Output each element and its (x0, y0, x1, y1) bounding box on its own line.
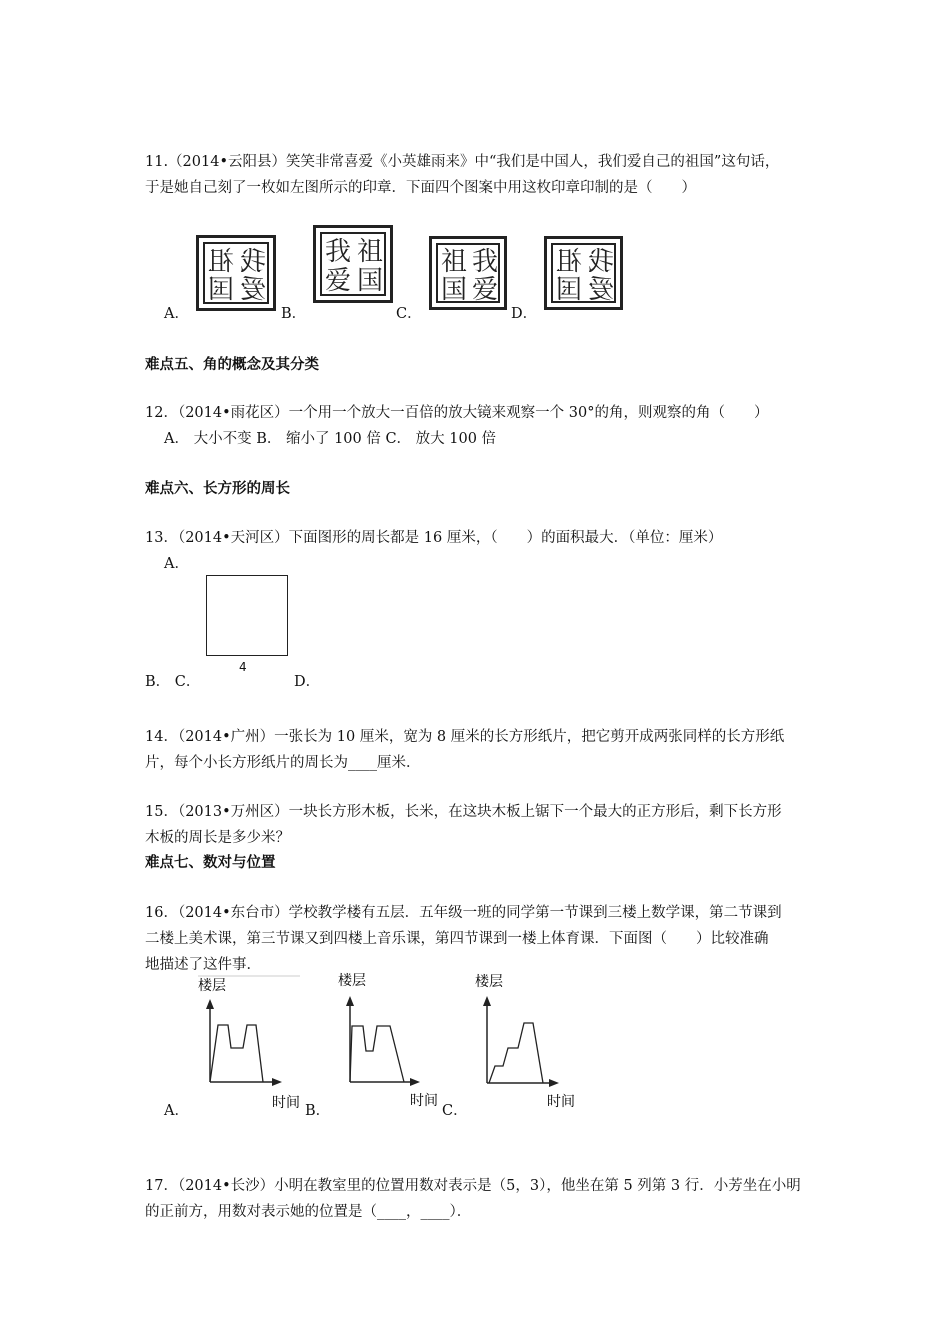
stamp-option-a[interactable] (196, 235, 276, 311)
q16-option-b-label: B． (305, 1103, 331, 1119)
y-axis-label: 楼层 (475, 974, 503, 990)
section-heading-6: 难点六、长方形的周长 (145, 481, 290, 497)
floor-line (350, 1026, 404, 1082)
y-axis-label: 楼层 (198, 978, 226, 994)
q16-line2: 二楼上美术课，第三节课又到四楼上音乐课，第四节课到一楼上体育课．下面图（ ）比较准确 (145, 931, 769, 947)
floor-graph-c[interactable] (467, 968, 592, 1113)
stamp-char: 祖 (556, 247, 583, 277)
stamp-char: 祖 (208, 247, 235, 277)
stamp-char: 爱 (240, 275, 267, 305)
stamp-option-d[interactable] (544, 236, 623, 310)
q11-option-a-label: A． (164, 306, 189, 322)
floor-line (210, 1025, 263, 1082)
stamp-option-b[interactable] (313, 225, 393, 303)
x-axis-label: 时间 (547, 1094, 575, 1110)
q17-line2: 的正前方，用数对表示她的位置是（____，____）． (145, 1204, 472, 1220)
stamp-char: 我 (240, 247, 267, 277)
stamp-char: 国 (441, 275, 468, 305)
stamp-char: 祖 (357, 237, 384, 267)
q11-option-b-label: B． (281, 306, 307, 322)
q16-option-c-label: C． (442, 1103, 468, 1119)
square-side-label: 4 (239, 660, 247, 674)
y-axis-arrow-icon (206, 999, 214, 1009)
q11-line1: 11.（2014•云阳县）笑笑非常喜爱《小英雄雨来》中“我们是中国人，我们爱自己的祖国”这句话， (145, 154, 780, 170)
stamp-char: 我 (588, 247, 615, 277)
y-axis-label: 楼层 (338, 973, 366, 989)
stamp-char: 我 (472, 247, 499, 277)
stamp-char: 祖 (441, 247, 468, 277)
stamp-char: 爱 (472, 275, 499, 305)
q16-line1: 16．（2014•东台市）学校教学楼有五层．五年级一班的同学第一节课到三楼上数学课，第二节课到 (145, 905, 782, 921)
stamp-char: 爱 (325, 266, 352, 296)
q11-option-d-label: D． (511, 306, 538, 322)
q13-line1: 13．（2014•天河区）下面图形的周长都是 16 厘米，（ ）的面积最大．（单位：厘米） (145, 530, 723, 546)
q12-options: A． 大小不变 B． 缩小了 100 倍 C． 放大 100 倍 (164, 431, 497, 447)
q13-option-a-label: A． (164, 556, 189, 572)
stamp-char: 我 (325, 237, 352, 267)
q11-option-c-label: C． (396, 306, 422, 322)
stamp-char: 国 (208, 275, 235, 305)
q14-line2: 片，每个小长方形纸片的周长为____厘米． (145, 755, 421, 771)
q16-option-a-label: A． (164, 1103, 189, 1119)
q12-line1: 12．（2014•雨花区）一个用一个放大一百倍的放大镜来观察一个 30°的角，则观察的角（ ） (145, 405, 769, 421)
q15-line2: 木板的周长是多少米？ (145, 830, 290, 846)
y-axis-arrow-icon (346, 996, 354, 1006)
x-axis-arrow-icon (549, 1079, 559, 1087)
q11-line2: 于是她自己刻了一枚如左图所示的印章．下面四个图案中用这枚印章印制的是（ ） (145, 180, 696, 196)
floor-graph-a[interactable] (190, 975, 315, 1115)
floor-graph-b[interactable] (330, 968, 455, 1113)
x-axis-arrow-icon (410, 1078, 420, 1086)
x-axis-label: 时间 (272, 1095, 300, 1111)
q14-line1: 14．（2014•广州）一张长为 10 厘米，宽为 8 厘米的长方形纸片，把它剪开成两张同样的长方形纸 (145, 729, 785, 745)
section-heading-5: 难点五、角的概念及其分类 (145, 357, 319, 373)
q13-option-d-label: D． (294, 674, 321, 690)
q17-line1: 17．（2014•长沙）小明在教室里的位置用数对表示是（5，3），他坐在第 5 列第 3 行．小芳坐在小明 (145, 1178, 801, 1194)
stamp-char: 爱 (588, 275, 615, 305)
x-axis-label: 时间 (410, 1093, 438, 1109)
section-heading-7: 难点七、数对与位置 (145, 855, 276, 871)
q13-option-bc-label: B． C． (145, 674, 201, 690)
square-figure[interactable] (206, 575, 288, 656)
x-axis-arrow-icon (272, 1078, 282, 1086)
q15-line1: 15．（2013•万州区）一块长方形木板，长米，在这块木板上锯下一个最大的正方形后，剩下长方形 (145, 804, 782, 820)
floor-line (489, 1023, 543, 1083)
q16-line3: 地描述了这件事． (145, 957, 261, 973)
y-axis-arrow-icon (483, 996, 491, 1006)
stamp-char: 国 (556, 275, 583, 305)
stamp-char: 国 (357, 266, 384, 296)
stamp-option-c[interactable] (429, 236, 507, 310)
